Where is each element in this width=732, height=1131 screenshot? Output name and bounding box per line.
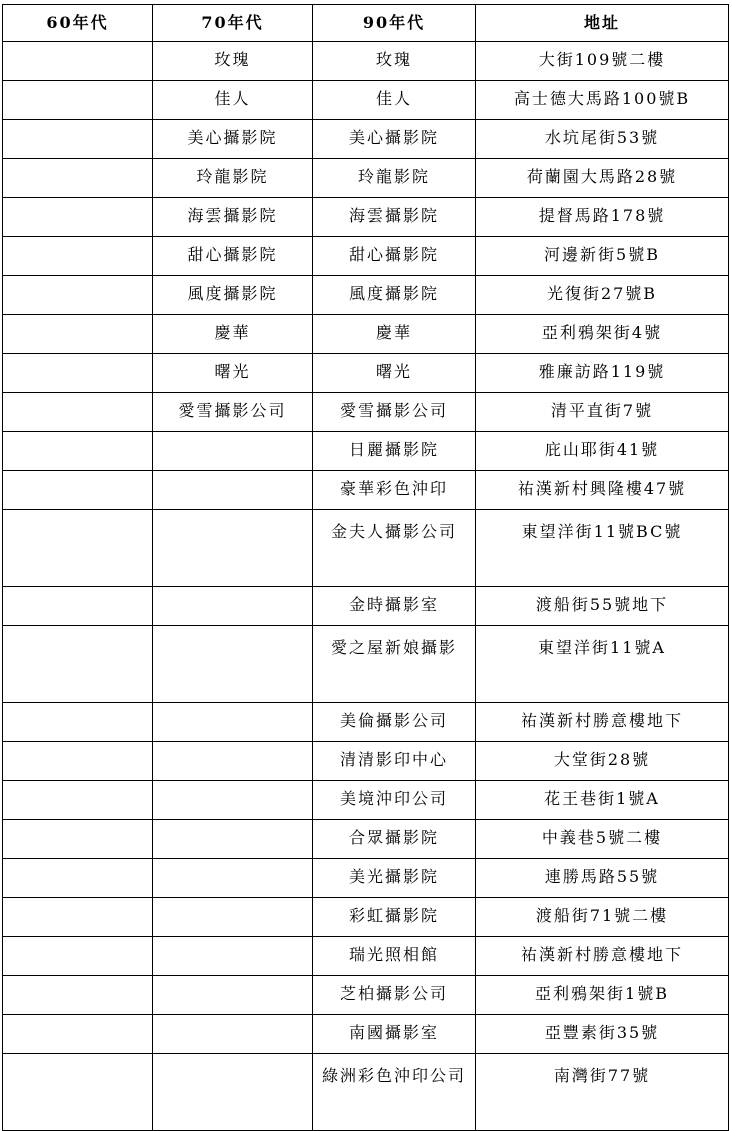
cell-60s [3,898,153,937]
cell-90s [313,81,476,120]
table-body [3,42,729,1131]
cell-70s [153,510,313,587]
cell-90s [313,315,476,354]
cell-address-text: 光復街27號B [546,284,658,303]
table-row [3,703,729,742]
cell-60s [3,703,153,742]
cell-address-text: 水坑尾街53號 [544,128,660,147]
cell-address-text: 東望洋街11號A [538,638,666,657]
table-row [3,120,729,159]
cell-address-text: 亞利鴉架街1號B [535,984,669,1003]
cell-90s-text: 金夫人攝影公司 [330,522,457,541]
table-row [3,198,729,237]
cell-90s [313,159,476,198]
cell-60s [3,198,153,237]
table-row [3,510,729,587]
table-row [3,42,729,81]
cell-60s [3,937,153,976]
cell-address [476,471,729,510]
cell-60s [3,510,153,587]
cell-70s-text: 美心攝影院 [187,128,278,147]
cell-address-text: 渡船街55號地下 [535,595,669,614]
cell-70s [153,937,313,976]
cell-address-text: 祐漢新村勝意樓地下 [520,711,683,730]
cell-90s [313,198,476,237]
cell-70s-text: 甜心攝影院 [187,245,278,264]
cell-70s [153,159,313,198]
cell-60s [3,81,153,120]
cell-60s [3,781,153,820]
cell-address [476,510,729,587]
cell-90s [313,42,476,81]
cell-90s [313,432,476,471]
cell-70s-text: 佳人 [214,89,251,108]
cell-90s [313,703,476,742]
cell-90s [313,471,476,510]
header-70s: 70年代 [153,5,313,42]
cell-90s-text: 風度攝影院 [348,284,439,303]
cell-address-text: 中義巷5號二樓 [541,828,663,847]
cell-90s-text: 美心攝影院 [348,128,439,147]
cell-70s-text: 玲龍影院 [196,167,269,186]
cell-90s-text: 玲龍影院 [357,167,430,186]
cell-90s [313,120,476,159]
cell-address-text: 亞利鴉架街4號 [541,323,663,342]
cell-90s [313,937,476,976]
cell-70s [153,354,313,393]
cell-address [476,1015,729,1054]
cell-address-text: 花王巷街1號A [544,789,660,808]
cell-70s [153,626,313,703]
cell-address-text: 連勝馬路55號 [544,867,660,886]
cell-90s-text: 合眾攝影院 [348,828,439,847]
cell-60s [3,820,153,859]
cell-address [476,820,729,859]
cell-address [476,626,729,703]
cell-address-text: 亞豐素街35號 [544,1023,660,1042]
cell-90s-text: 玫瑰 [375,50,412,69]
header-address: 地址 [476,5,729,42]
cell-70s [153,820,313,859]
cell-90s-text: 芝柏攝影公司 [339,984,448,1003]
cell-address [476,198,729,237]
cell-60s [3,432,153,471]
cell-70s [153,781,313,820]
table-row [3,742,729,781]
cell-60s [3,471,153,510]
cell-60s [3,393,153,432]
table-row [3,1054,729,1131]
cell-90s [313,626,476,703]
cell-60s [3,159,153,198]
cell-address [476,976,729,1015]
table-row [3,626,729,703]
cell-address [476,81,729,120]
cell-70s-text: 風度攝影院 [187,284,278,303]
cell-address [476,393,729,432]
table-row [3,587,729,626]
table-row [3,354,729,393]
table-row [3,820,729,859]
cell-address [476,781,729,820]
cell-70s [153,276,313,315]
cell-60s [3,587,153,626]
cell-90s-text: 美光攝影院 [348,867,439,886]
cell-70s [153,42,313,81]
cell-70s-text: 愛雪攝影公司 [178,401,287,420]
cell-70s [153,1015,313,1054]
cell-90s [313,976,476,1015]
cell-address [476,859,729,898]
cell-90s-text: 愛雪攝影公司 [339,401,448,420]
cell-70s [153,432,313,471]
cell-90s-text: 愛之屋新娘攝影 [330,638,457,657]
cell-address-text: 祐漢新村興隆樓47號 [517,479,687,498]
cell-70s [153,1054,313,1131]
cell-90s-text: 曙光 [375,362,412,381]
table-row [3,159,729,198]
cell-address [476,1054,729,1131]
table-row [3,81,729,120]
cell-address-text: 清平直街7號 [550,401,654,420]
table-row [3,276,729,315]
table-row [3,781,729,820]
cell-address-text: 荷蘭園大馬路28號 [526,167,678,186]
cell-90s-text: 綠洲彩色沖印公司 [321,1066,466,1085]
cell-address [476,703,729,742]
cell-90s-text: 南國攝影室 [348,1023,439,1042]
cell-address-text: 大街109號二樓 [538,50,666,69]
cell-70s [153,237,313,276]
cell-70s [153,315,313,354]
studio-table [2,4,729,1131]
cell-90s-text: 美倫攝影公司 [339,711,448,730]
cell-90s [313,820,476,859]
cell-70s [153,742,313,781]
cell-90s-text: 佳人 [375,89,412,108]
cell-70s [153,587,313,626]
cell-70s [153,859,313,898]
cell-90s [313,1015,476,1054]
cell-90s [313,898,476,937]
cell-90s-text: 慶華 [375,323,412,342]
cell-90s [313,354,476,393]
cell-90s-text: 豪華彩色沖印 [339,479,448,498]
cell-address [476,159,729,198]
header-row [3,5,729,42]
cell-60s [3,626,153,703]
cell-90s-text: 美境沖印公司 [339,789,448,808]
cell-60s [3,42,153,81]
cell-70s-text: 曙光 [214,362,251,381]
cell-90s-text: 瑞光照相館 [348,945,439,964]
cell-60s [3,315,153,354]
cell-address-text: 渡船街71號二樓 [535,906,669,925]
table-row [3,859,729,898]
cell-60s [3,237,153,276]
cell-70s-text: 慶華 [214,323,251,342]
cell-90s [313,276,476,315]
cell-address-text: 南灣街77號 [553,1066,651,1085]
cell-90s [313,393,476,432]
cell-70s-text: 海雲攝影院 [187,206,278,225]
cell-70s [153,471,313,510]
cell-address [476,742,729,781]
cell-address-text: 提督馬路178號 [538,206,666,225]
table-row [3,315,729,354]
cell-90s [313,510,476,587]
cell-70s [153,81,313,120]
table-row [3,937,729,976]
cell-address [476,937,729,976]
table-row [3,898,729,937]
cell-90s [313,587,476,626]
cell-90s-text: 清清影印中心 [339,750,448,769]
cell-70s [153,393,313,432]
cell-address-text: 東望洋街11號BC號 [521,522,683,541]
cell-90s-text: 彩虹攝影院 [348,906,439,925]
cell-address [476,898,729,937]
table-row [3,393,729,432]
cell-address-text: 河邊新街5號B [544,245,660,264]
header-90s: 90年代 [313,5,476,42]
cell-address-text: 庇山耶街41號 [544,440,660,459]
cell-90s-text: 甜心攝影院 [348,245,439,264]
cell-address [476,354,729,393]
cell-70s-text: 玫瑰 [214,50,251,69]
cell-90s [313,859,476,898]
cell-60s [3,276,153,315]
cell-90s-text: 日麗攝影院 [348,440,439,459]
cell-address-text: 雅廉訪路119號 [538,362,666,381]
cell-60s [3,354,153,393]
cell-60s [3,1015,153,1054]
cell-60s [3,120,153,159]
cell-90s [313,237,476,276]
cell-70s [153,198,313,237]
cell-address [476,587,729,626]
cell-70s [153,898,313,937]
cell-70s [153,703,313,742]
cell-address-text: 大堂街28號 [553,750,651,769]
cell-address [476,315,729,354]
cell-60s [3,1054,153,1131]
table-row [3,471,729,510]
cell-address-text: 高士德大馬路100號B [513,89,691,108]
cell-90s-text: 海雲攝影院 [348,206,439,225]
table-row [3,432,729,471]
cell-70s [153,976,313,1015]
cell-address [476,237,729,276]
cell-address [476,120,729,159]
cell-60s [3,976,153,1015]
table-row [3,976,729,1015]
cell-address [476,42,729,81]
cell-90s [313,742,476,781]
table-row [3,1015,729,1054]
cell-90s [313,1054,476,1131]
cell-address-text: 祐漢新村勝意樓地下 [520,945,683,964]
cell-60s [3,859,153,898]
cell-90s-text: 金時攝影室 [348,595,439,614]
cell-address [476,276,729,315]
cell-address [476,432,729,471]
header-60s: 60年代 [3,5,153,42]
cell-90s [313,781,476,820]
table-row [3,237,729,276]
cell-70s [153,120,313,159]
cell-60s [3,742,153,781]
